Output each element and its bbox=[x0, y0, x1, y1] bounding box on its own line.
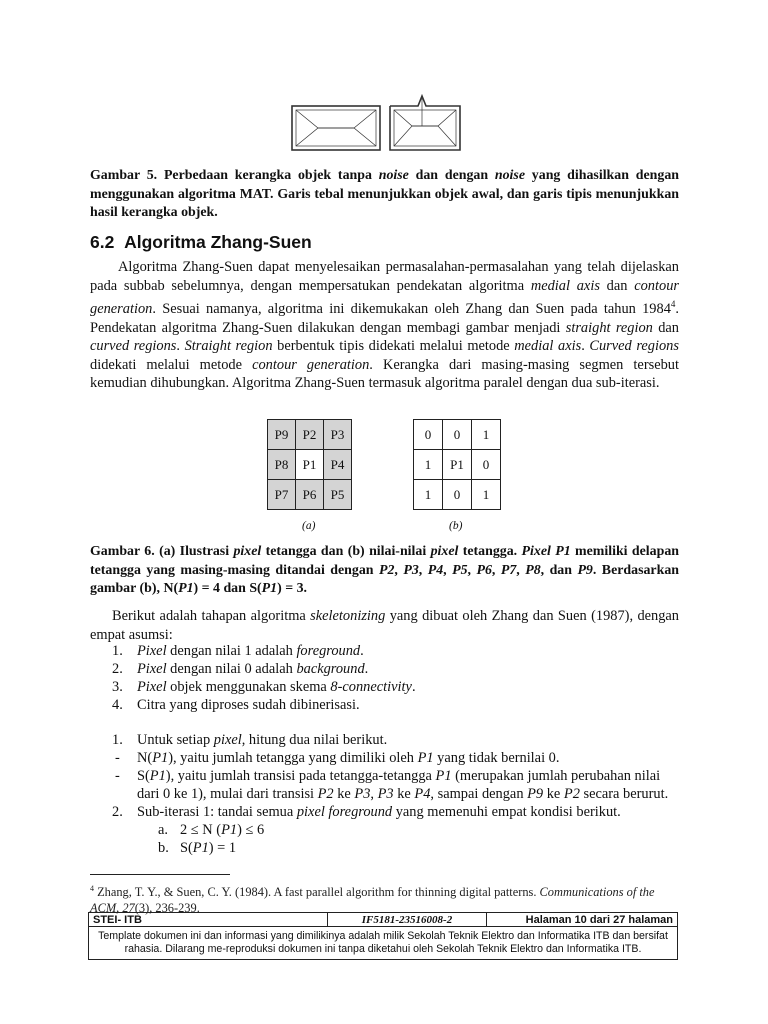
grid-b-cell: 0 bbox=[414, 420, 443, 450]
figure5-drawing bbox=[290, 94, 470, 154]
grid-b-cell: P1 bbox=[443, 450, 472, 480]
grid-b-cell: 1 bbox=[414, 480, 443, 510]
paragraph-steps-intro: Berikut adalah tahapan algoritma skeletonizing yang dibuat oleh Zhang dan Suen (1987), dengan empat asumsi: bbox=[90, 608, 679, 643]
grid-b-cell: 1 bbox=[472, 480, 501, 510]
page-footer bbox=[88, 912, 678, 960]
grid-b-label: (b) bbox=[449, 520, 463, 532]
grid-a-cell: P4 bbox=[324, 450, 352, 480]
paragraph-intro: Algoritma Zhang-Suen dapat menyelesaikan permasalahan-permasalahan yang telah dijelaskan pada subbab sebelumnya, dengan mempersatukan pendekatan algoritma medial axis dan contour generation. Sesuai namanya, algoritma ini dikemukakan oleh Zhang dan Suen pada tahun 1984$^4$. Pendekatan algoritma Zhang-Suen dilakukan dengan membagi gambar menjadi straight region dan curved regions. Straight region berbentuk tipis didekati melalui metode medial axis. Curved regions didekati melalui metode contour generation. Kerangka dari masing-masing segmen tersebut kemudian dihubungkan. Algoritma Zhang-Suen termasuk algoritma paralel dengan dua sub-iterasi. bbox=[90, 259, 679, 392]
list-item: - N(P1), yaitu jumlah tetangga yang dimiliki oleh P1 yang tidak bernilai 0. bbox=[115, 750, 560, 766]
list-item: a. 2 ≤ N (P1) ≤ 6 bbox=[158, 822, 265, 838]
grid-a-cell: P1 bbox=[296, 450, 324, 480]
envelope-shape-noise bbox=[390, 96, 460, 150]
list-item: 3. Pixel objek menggunakan skema 8-connectivity. bbox=[112, 679, 416, 695]
grid-a-cell: P2 bbox=[296, 420, 324, 450]
footnote-rule bbox=[90, 874, 230, 875]
grid-a-cell: P6 bbox=[296, 480, 324, 510]
footer-institution: STEI- ITB bbox=[89, 913, 328, 927]
grid-b-cell: 0 bbox=[472, 450, 501, 480]
envelope-shape-plain bbox=[292, 106, 380, 150]
grid-a-cell: P9 bbox=[268, 420, 296, 450]
list-item-continuation: dari 0 ke 1), mulai dari transisi P2 ke P3, P3 ke P4, sampai dengan P9 ke P2 secara berurut. bbox=[137, 786, 669, 802]
list-item: 1. Untuk setiap pixel, hitung dua nilai berikut. bbox=[112, 732, 388, 748]
grid-b-cell: 0 bbox=[443, 480, 472, 510]
grid-a-cell: P3 bbox=[324, 420, 352, 450]
neighbor-grid-a bbox=[267, 419, 352, 510]
grid-a-cell: P5 bbox=[324, 480, 352, 510]
grid-b-cell: 1 bbox=[472, 420, 501, 450]
footnote: $^4$ Zhang, T. Y., & Suen, C. Y. (1984). A fast parallel algorithm for thinning digital patterns. Communications of the ACM, 27(3), 236-239. bbox=[90, 884, 655, 916]
grid-a-cell: P8 bbox=[268, 450, 296, 480]
list-item: b. S(P1) = 1 bbox=[158, 840, 237, 856]
list-item: 1. Pixel dengan nilai 1 adalah foreground. bbox=[112, 643, 364, 659]
section-heading: 6.2 Algoritma Zhang-Suen bbox=[90, 232, 312, 252]
list-item: 2. Pixel dengan nilai 0 adalah background. bbox=[112, 661, 369, 677]
grid-b-cell: 0 bbox=[443, 420, 472, 450]
figure6-caption: Gambar 6. (a) Ilustrasi pixel tetangga dan (b) nilai-nilai pixel tetangga. Pixel P1 memiliki delapan tetangga yang masing-masing ditandai dengan P2, P3, P4, P5, P6, P7, P8, dan P9. Berdasarkan gambar (b), N(P1) = 4 dan S(P1) = 3. bbox=[90, 544, 679, 597]
footer-notice: Template dokumen ini dan informasi yang dimilikinya adalah milik Sekolah Teknik Elektro dan Informatika ITB dan bersifat rahasia. Dilarang me-reproduksi dokumen ini tanpa diketahui oleh Sekolah Teknik Elektro dan Informatika ITB. bbox=[89, 927, 678, 960]
list-item: - S(P1), yaitu jumlah transisi pada tetangga-tetangga P1 (merupakan jumlah perubahan nilai bbox=[115, 768, 661, 784]
grid-a-cell: P7 bbox=[268, 480, 296, 510]
footer-page-number: Halaman 10 dari 27 halaman bbox=[487, 913, 678, 927]
footer-doc-id: IF5181-23516008-2 bbox=[328, 913, 487, 927]
figure5-caption: Gambar 5. Perbedaan kerangka objek tanpa noise dan dengan noise yang dihasilkan dengan menggunakan algoritma MAT. Garis tebal menunjukkan objek awal, dan garis tipis menunjukkan hasil kerangka objek. bbox=[90, 168, 679, 221]
neighbor-grid-b bbox=[413, 419, 501, 510]
grid-a-label: (a) bbox=[302, 520, 316, 532]
grid-b-cell: 1 bbox=[414, 450, 443, 480]
list-item: 4. Citra yang diproses sudah dibinerisasi. bbox=[112, 697, 360, 713]
list-item: 2. Sub-iterasi 1: tandai semua pixel foreground yang memenuhi empat kondisi berikut. bbox=[112, 804, 621, 820]
